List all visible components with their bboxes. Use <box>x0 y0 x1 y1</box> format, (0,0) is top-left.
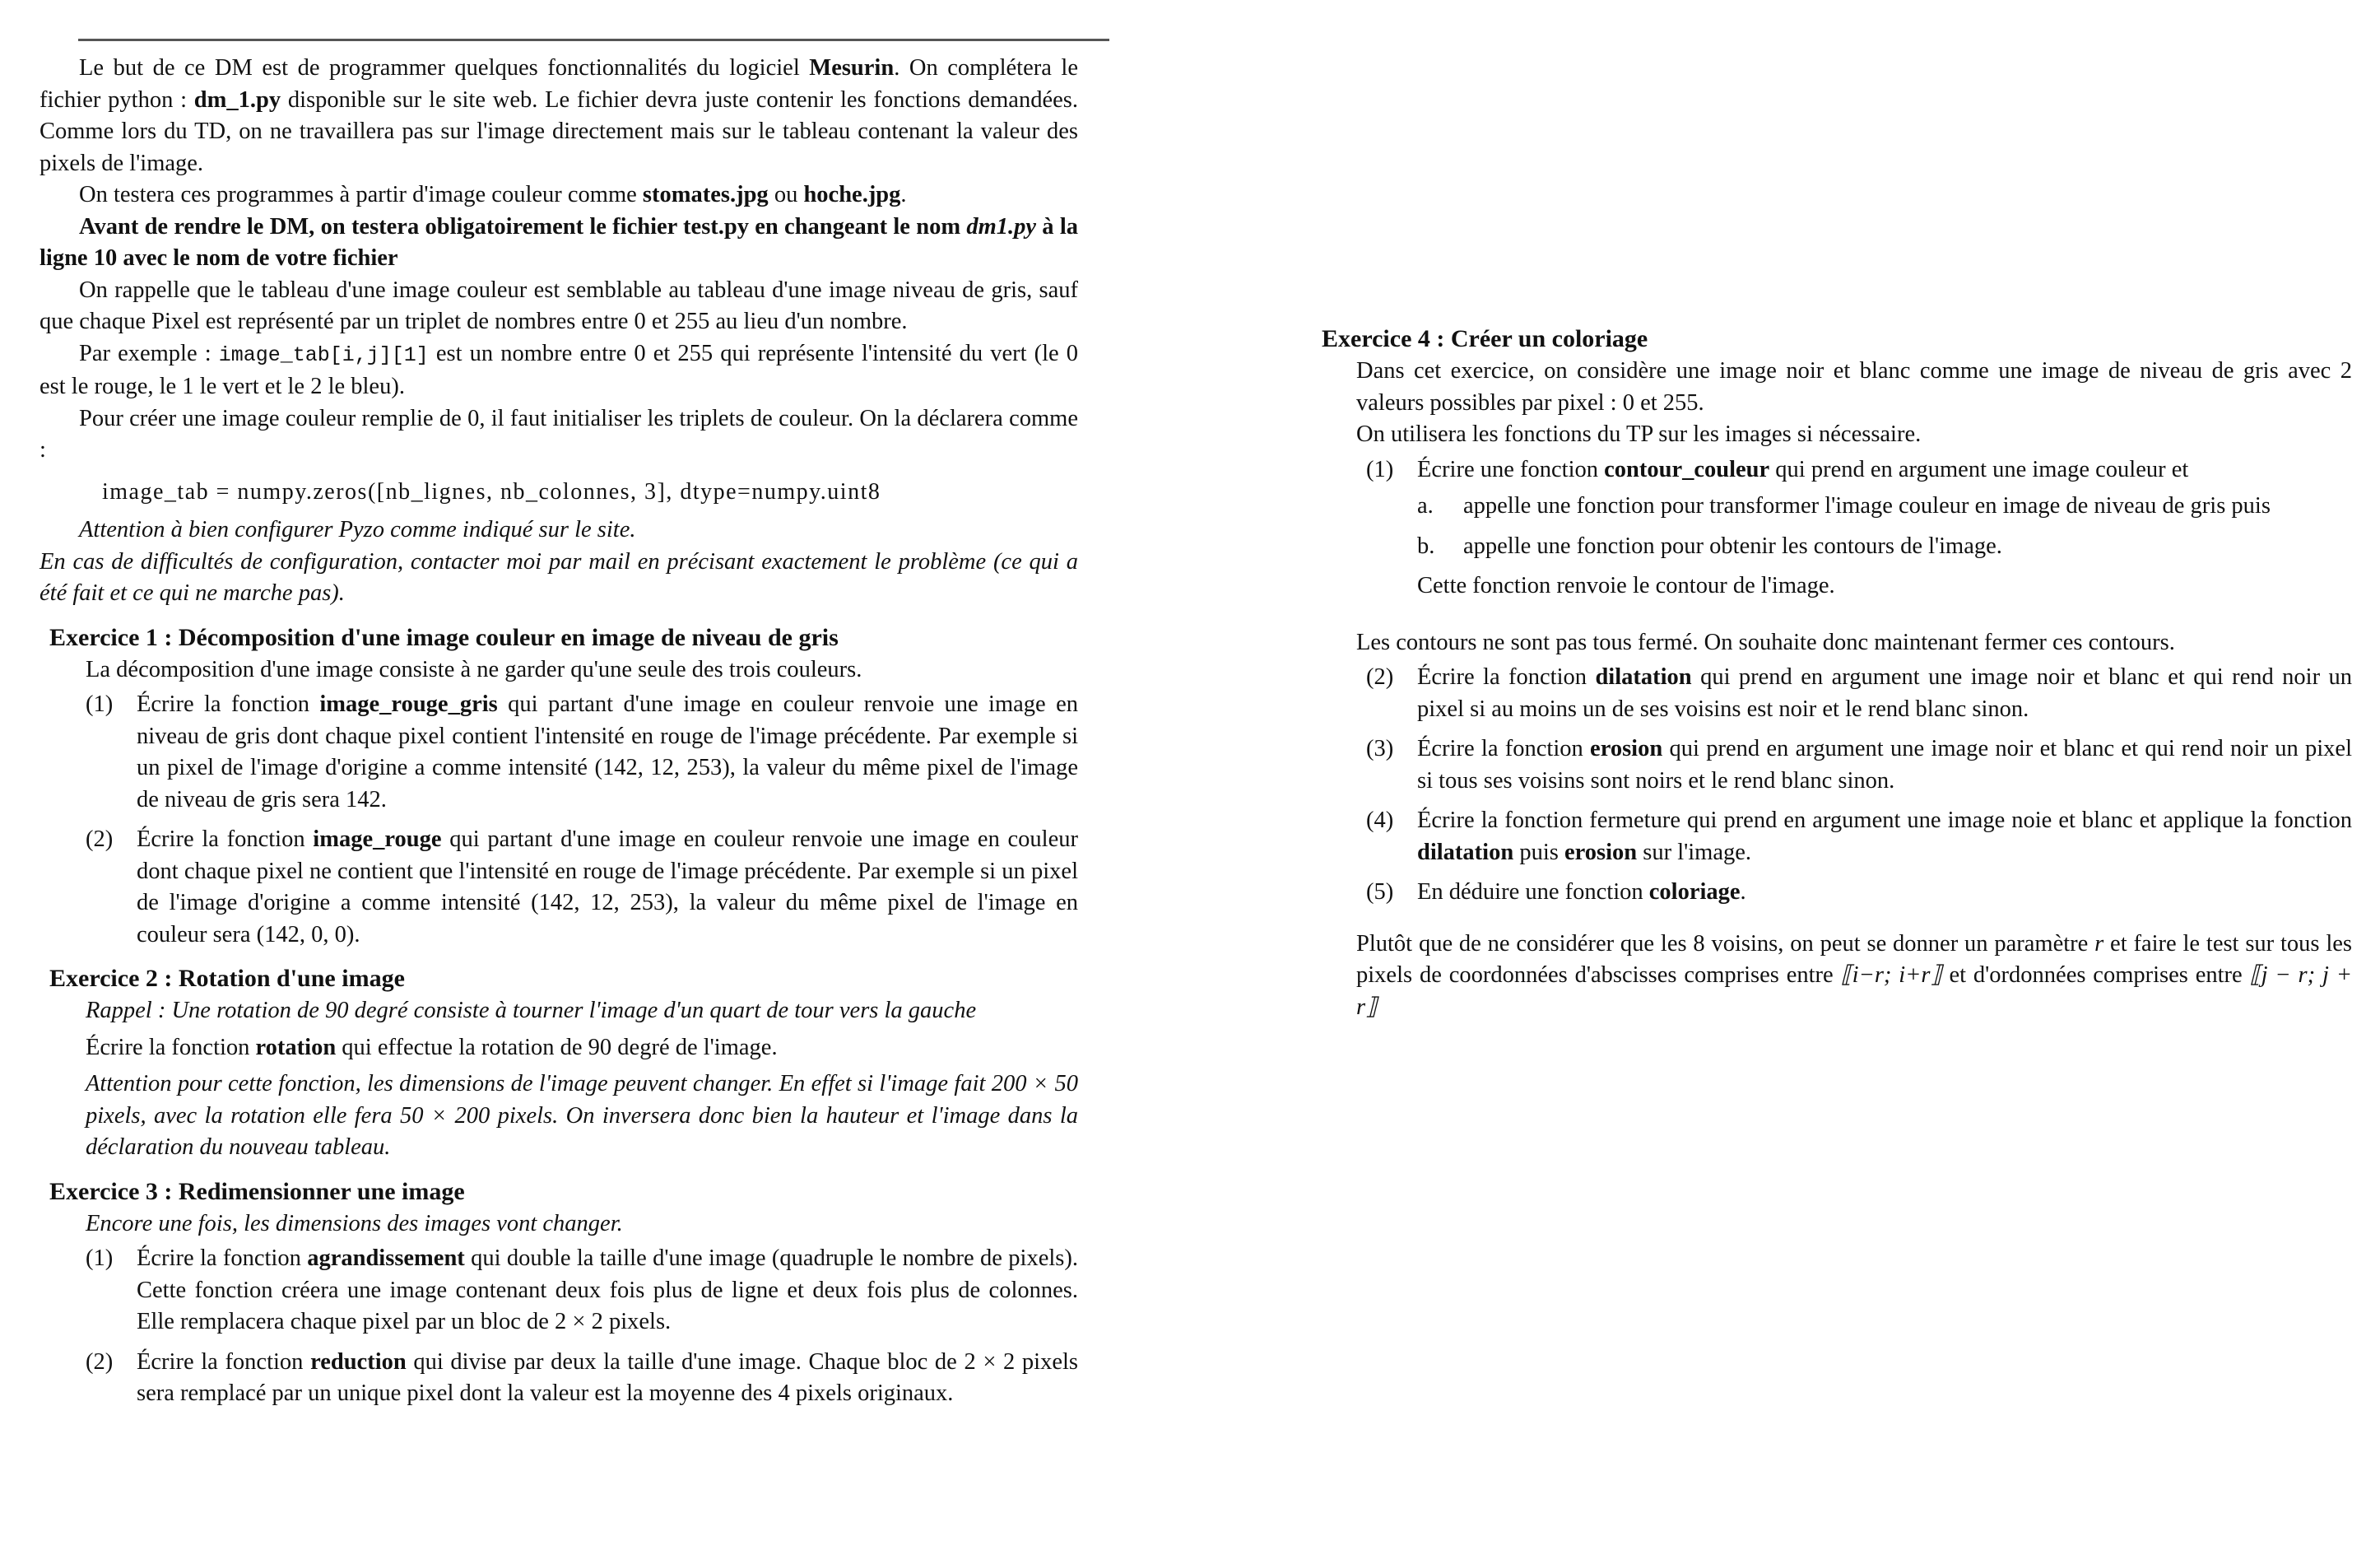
interval-i: ⟦i−r; i+r⟧ <box>1840 962 1942 988</box>
intro-warning: Avant de rendre le DM, on testera obligatoirement le fichier test.py en changeant le nom dm1.py à la ligne 10 avec le nom de votre fichier <box>40 213 1078 271</box>
exercise-3 <box>40 1176 1078 1410</box>
intro-paragraph-4: On rappelle que le tableau d'une image couleur est semblable au tableau d'une image niveau de gris, sauf que chaque Pixel est représenté par un triplet de nombres entre 0 et 255 au lieu d'un nombre. <box>40 277 1078 334</box>
top-rule <box>78 39 1109 41</box>
list-item: (2) Écrire la fonction reduction qui divise par deux la taille d'une image. Chaque bloc de 2 × 2 pixels sera remplacé par un unique pixel dont la valeur est la moyenne des 4 pixels originaux. <box>86 1348 1078 1406</box>
list-item: (1) Écrire une fonction contour_couleur qui prend en argument une image couleur et a. appelle une fonction pour transformer l'image couleur en image de niveau de gris puis b. appelle une fonction pour obtenir les contours de l'image. Cette fonction renvoie le contour de l'image. <box>1366 454 2352 603</box>
function-name: coloriage <box>1648 879 1741 905</box>
list-item: (3) Écrire la fonction erosion qui prend en argument une image noir et blanc et qui rend noir un pixel si tous ses voisins sont noirs et le rend blanc sinon. <box>1366 736 2352 794</box>
function-name: rotation <box>255 1034 337 1060</box>
list-item: (2) Écrire la fonction dilatation qui prend en argument une image noir et blanc et qui rend noir un pixel si au moins un de ses voisins est noir et le rend blanc sinon. <box>1366 664 2352 722</box>
exercise-4 <box>1322 323 2352 1023</box>
image-file-2: hoche.jpg <box>803 182 901 207</box>
function-name: image_rouge_gris <box>319 691 498 717</box>
code-block: image_tab = numpy.zeros([nb_lignes, nb_colonnes, 3], dtype=numpy.uint8 <box>102 478 881 505</box>
exercise-2-task: Écrire la fonction rotation qui effectue la rotation de 90 degré de l'image. <box>86 1034 778 1060</box>
python-file-name: dm_1.py <box>193 86 281 113</box>
sub-item: b. appelle une fonction pour obtenir les contours de l'image. <box>1417 533 2002 559</box>
intro-paragraph-2: On testera ces programmes à partir d'image couleur comme stomates.jpg ou hoche.jpg. <box>79 182 907 207</box>
intro-paragraph-5: Par exemple : image_tab[i,j][1] est un nombre entre 0 et 255 qui représente l'intensité du vert (le 0 est le rouge, le 1 le vert et le 2 le bleu). <box>40 340 1078 399</box>
exercise-1 <box>40 622 1078 952</box>
image-file-1: stomates.jpg <box>642 182 769 207</box>
function-name: erosion <box>1564 839 1638 865</box>
sub-item: a. appelle une fonction pour transformer l'image couleur en image de niveau de gris puis <box>1417 493 2271 519</box>
note-pyzo: Attention à bien configurer Pyzo comme indiqué sur le site. <box>79 517 636 542</box>
exercise-3-intro: Encore une fois, les dimensions des images vont changer. <box>86 1210 623 1236</box>
list-item: (1) Écrire la fonction image_rouge_gris qui partant d'une image en couleur renvoie une image en niveau de gris dont chaque pixel contient l'intensité en rouge de l'image précédente. Par exemple si un pixel de l'image d'origine a comme intensité (142, 12, 253), la valeur du même pixel de l'image de niveau de gris sera 142. <box>86 691 1079 812</box>
intro-paragraph-1: Le but de ce DM est de programmer quelques fonctionnalités du logiciel Mesurin. On complétera le fichier python : dm_1.py disponible sur le site web. Le fichier devra juste contenir les fonctions demandées. Comme lors du TD, on ne travaillera pas sur l'image directement mais sur le tableau contenant la valeur des pixels de l'image. <box>40 55 1078 176</box>
function-name: dilatation <box>1417 839 1514 865</box>
exercise-1-intro: La décomposition d'une image consiste à ne garder qu'une seule des trois couleurs. <box>86 656 862 682</box>
intro-section <box>40 53 1078 1418</box>
exercise-4-intro-1: Dans cet exercice, on considère une image noir et blanc comme une image de niveau de gris avec 2 valeurs possibles par pixel : 0 et 255. <box>1356 358 2352 416</box>
list-item: (1) Écrire la fonction agrandissement qui double la taille d'une image (quadruple le nombre de pixels). Cette fonction créera une image contenant deux fois plus de ligne et deux fois plus de colonnes. Elle remplacera chaque pixel par un bloc de 2 × 2 pixels. <box>86 1245 1078 1334</box>
software-name: Mesurin <box>809 55 895 81</box>
item-1-conclusion: Cette fonction renvoie le contour de l'image. <box>1417 573 1835 598</box>
note-contact: En cas de difficultés de configuration, contacter moi par mail en précisant exactement le problème (ce qui a été fait et ce qui ne marche pas). <box>40 548 1078 606</box>
exercise-2-title: Exercice 2 : Rotation d'une image <box>49 965 405 992</box>
exercise-2-note: Attention pour cette fonction, les dimensions de l'image peuvent changer. En effet si l'image fait 200 × 50 pixels, avec la rotation elle fera 50 × 200 pixels. On inversera donc bien la hauteur et l'image dans la déclaration du nouveau tableau. <box>86 1071 1078 1160</box>
function-name: image_rouge <box>313 826 442 852</box>
exercise-3-title: Exercice 3 : Redimensionner une image <box>49 1177 465 1205</box>
list-item: (2) Écrire la fonction image_rouge qui partant d'une image en couleur renvoie une image en couleur dont chaque pixel ne contient que l'intensité en rouge de l'image précédente. Par exemple si un pixel de l'image d'origine a comme intensité (142, 12, 253), la valeur du même pixel de l'image en couleur sera (142, 0, 0). <box>86 826 1078 947</box>
interval-j: ⟦j − r; j + r⟧ <box>1356 962 2352 1020</box>
exercise-4-middle: Les contours ne sont pas tous fermé. On souhaite donc maintenant fermer ces contours. <box>1356 629 2175 655</box>
function-name: erosion <box>1590 736 1663 761</box>
exercise-4-final: Plutôt que de ne considérer que les 8 voisins, on peut se donner un paramètre r et faire le test sur tous les pixels de coordonnées d'abscisses comprises entre ⟦i−r; i+r⟧ et d'ordonnées comprises entre ⟦j − r; j + r⟧ <box>1356 930 2352 1020</box>
exercise-1-title: Exercice 1 : Décomposition d'une image couleur en image de niveau de gris <box>49 623 839 651</box>
list-item: (4) Écrire la fonction fermeture qui prend en argument une image noie et blanc et applique la fonction dilatation puis erosion sur l'image. <box>1366 808 2352 865</box>
exercise-4-intro-2: On utilisera les fonctions du TP sur les images si nécessaire. <box>1356 421 1922 447</box>
exercise-4-title: Exercice 4 : Créer un coloriage <box>1322 325 1648 352</box>
exercise-2-rappel: Rappel : Une rotation de 90 degré consiste à tourner l'image d'un quart de tour vers la gauche <box>86 998 977 1023</box>
list-item: (5) En déduire une fonction coloriage. <box>1366 879 1746 905</box>
exercise-2 <box>40 962 1078 1164</box>
function-name: contour_couleur <box>1604 456 1770 482</box>
function-name: reduction <box>310 1348 407 1375</box>
function-name: agrandissement <box>307 1245 465 1271</box>
inline-code: image_tab[i,j][1] <box>218 342 429 367</box>
function-name: dilatation <box>1595 664 1692 690</box>
intro-paragraph-6: Pour créer une image couleur remplie de 0, il faut initialiser les triplets de couleur. On la déclarera comme : <box>40 405 1078 463</box>
